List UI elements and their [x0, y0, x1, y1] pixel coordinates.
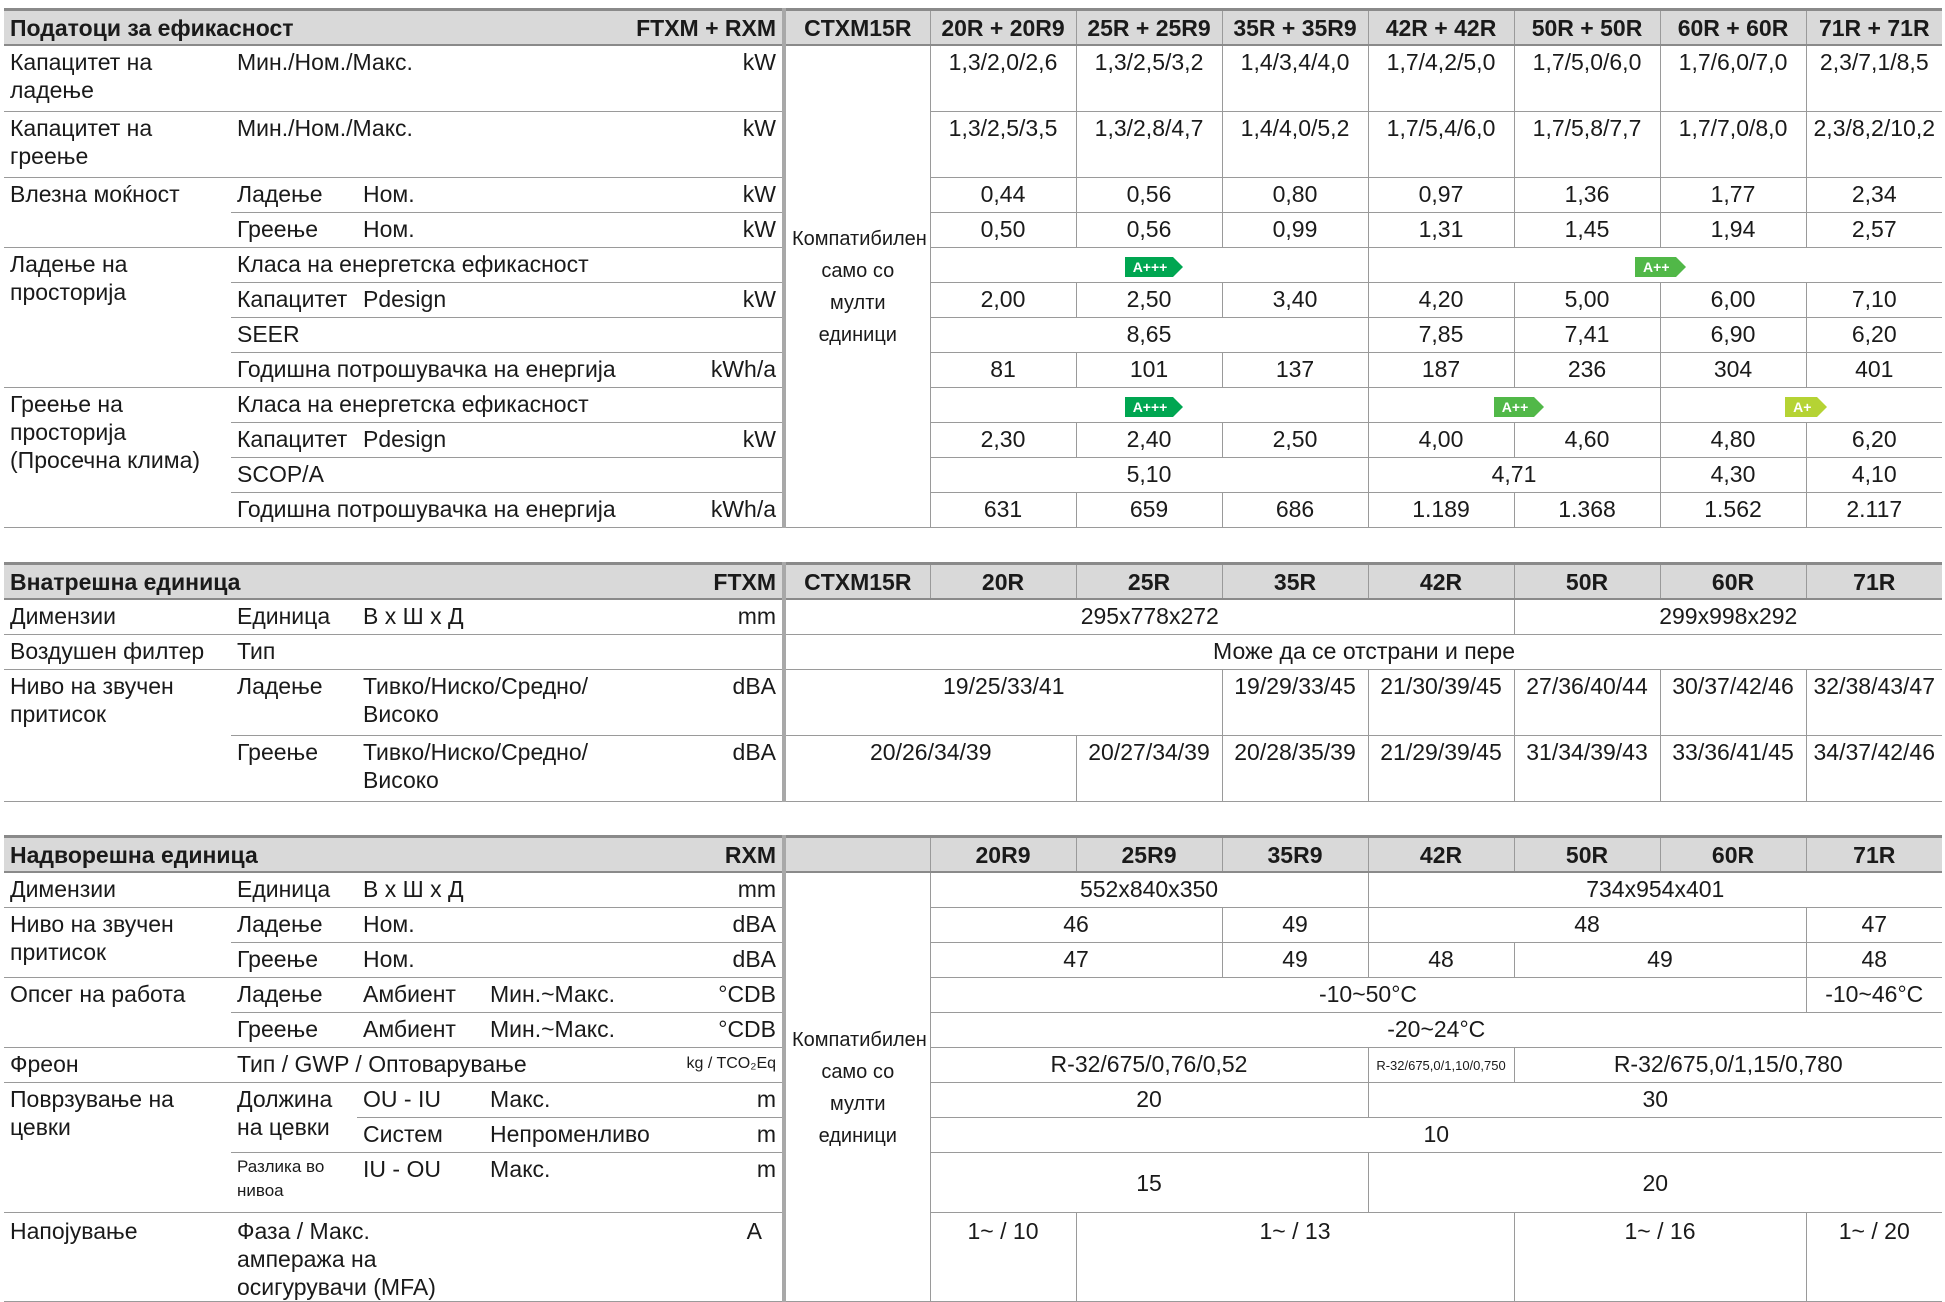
- cell: 1,3/2,5/3,5: [930, 111, 1076, 177]
- cell: 0,97: [1368, 177, 1514, 212]
- row-sublabel: Ладење: [231, 907, 357, 942]
- cell: 30: [1368, 1082, 1942, 1117]
- cell: 32/38/43/47: [1806, 669, 1942, 735]
- row-label: Капацитет на греење: [4, 111, 231, 177]
- cell: 2,3/8,2/10,2: [1806, 111, 1942, 177]
- row-sublabel: Ладење: [231, 177, 357, 212]
- cell: -20~24°C: [930, 1012, 1942, 1047]
- row-sublabel: Pdesign: [357, 422, 484, 457]
- table-row: [4, 1047, 1942, 1082]
- cell: 27/36/40/44: [1514, 669, 1660, 735]
- energy-class-badge-cell: [930, 247, 1368, 282]
- cell: 4,60: [1514, 422, 1660, 457]
- table-header-row: [4, 10, 1942, 46]
- cell: 1,3/2,0/2,6: [930, 45, 1076, 111]
- row-sublabel: SEER: [231, 317, 784, 352]
- cell: 6,20: [1806, 422, 1942, 457]
- cell: 2.117: [1806, 492, 1942, 527]
- cell: 33/36/41/45: [1660, 735, 1806, 801]
- table-row: [4, 1082, 1942, 1117]
- cell: 30/37/42/46: [1660, 669, 1806, 735]
- cell: 6,00: [1660, 282, 1806, 317]
- efficiency-data-table: [4, 8, 1942, 528]
- row-sublabel: Единица: [231, 599, 357, 634]
- row-sublabel: Амбиент: [357, 977, 484, 1012]
- cell: 686: [1222, 492, 1368, 527]
- cell: R-32/675,0/1,10/0,750: [1368, 1047, 1514, 1082]
- table-row: [4, 387, 1942, 422]
- cell: 0,56: [1076, 177, 1222, 212]
- cell: 1.562: [1660, 492, 1806, 527]
- table-row: [4, 282, 1942, 317]
- cell: 47: [930, 942, 1222, 977]
- unit: kW: [484, 111, 784, 177]
- row-label: Димензии: [4, 599, 231, 634]
- model-header: RXM: [484, 837, 784, 873]
- cell: 48: [1368, 942, 1514, 977]
- unit: dBA: [484, 907, 784, 942]
- column-header: [784, 837, 930, 873]
- energy-class-badge-cell: [1368, 387, 1660, 422]
- column-header: 60R + 60R: [1660, 10, 1806, 46]
- row-sublabel: Макс. m: [484, 1152, 784, 1212]
- energy-class-badge-cell: [930, 387, 1368, 422]
- cell: 31/34/39/43: [1514, 735, 1660, 801]
- cell: 2,50: [1222, 422, 1368, 457]
- table-row: [4, 177, 1942, 212]
- cell: R-32/675/0,76/0,52: [930, 1047, 1368, 1082]
- energy-label-icon: A+++: [1125, 257, 1174, 277]
- table-row: [4, 1152, 1942, 1212]
- cell: 552x840x350: [930, 872, 1368, 907]
- row-label: Ладење на просторија: [4, 247, 231, 387]
- cell: 49: [1222, 942, 1368, 977]
- row-sublabel: Ладење: [231, 977, 357, 1012]
- cell: 21/30/39/45: [1368, 669, 1514, 735]
- cell: 1,45: [1514, 212, 1660, 247]
- unit: kW: [484, 212, 784, 247]
- cell: 6,90: [1660, 317, 1806, 352]
- row-sublabel: Класа на енергетска ефикасност: [231, 387, 784, 422]
- row-sublabel: Тип / GWP / Оптоварување: [231, 1047, 484, 1082]
- column-header: 35R + 35R9: [1222, 10, 1368, 46]
- row-label: Капацитет на ладење: [4, 45, 231, 111]
- column-header: 42R: [1368, 564, 1514, 600]
- table-row: [4, 872, 1942, 907]
- unit: kW: [484, 282, 784, 317]
- outdoor-unit-table: [4, 835, 1942, 1302]
- cell: 20/28/35/39: [1222, 735, 1368, 801]
- table-row: [4, 457, 1942, 492]
- energy-class-badge-cell: [1660, 387, 1942, 422]
- cell: 4,80: [1660, 422, 1806, 457]
- row-sublabel: Макс. m: [484, 1082, 784, 1117]
- cell: 2,40: [1076, 422, 1222, 457]
- cell: 46: [930, 907, 1222, 942]
- column-header: CTXM15R: [784, 564, 930, 600]
- row-sublabel: Тип: [231, 634, 784, 669]
- table-header-row: [4, 564, 1942, 600]
- energy-label-icon: A+++: [1125, 397, 1174, 417]
- cell: 1,36: [1514, 177, 1660, 212]
- row-label: Ниво на звучен притисок: [4, 669, 231, 801]
- cell: 20: [930, 1082, 1368, 1117]
- unit: A: [484, 1212, 784, 1301]
- unit: mm: [484, 872, 784, 907]
- cell: 10: [930, 1117, 1942, 1152]
- row-sublabel: IU - OU: [357, 1152, 484, 1212]
- cell: 1,7/5,4/6,0: [1368, 111, 1514, 177]
- cell: 6,20: [1806, 317, 1942, 352]
- row-sublabel: Систем: [357, 1117, 484, 1152]
- cell: 81: [930, 352, 1076, 387]
- row-sublabel: Тивко/Ниско/Средно/ Високо: [357, 735, 484, 801]
- row-sublabel: Мин.~Макс. °CDB: [484, 1012, 784, 1047]
- table-row: [4, 352, 1942, 387]
- row-sublabel: Мин.~Макс. °CDB: [484, 977, 784, 1012]
- row-label: Димензии: [4, 872, 231, 907]
- unit: dBA: [484, 669, 784, 735]
- cell: 401: [1806, 352, 1942, 387]
- row-sublabel: Pdesign: [357, 282, 484, 317]
- unit: kW: [484, 45, 784, 111]
- cell: 295x778x272: [784, 599, 1514, 634]
- row-label: Греење на просторија (Просечна клима): [4, 387, 231, 527]
- cell: 1,7/5,8/7,7: [1514, 111, 1660, 177]
- cell: 734x954x401: [1368, 872, 1942, 907]
- table-row: [4, 599, 1942, 634]
- cell: 4,20: [1368, 282, 1514, 317]
- row-label: Напојување: [4, 1212, 231, 1301]
- indoor-unit-table: [4, 562, 1942, 802]
- table-row: [4, 247, 1942, 282]
- column-header: 50R: [1514, 564, 1660, 600]
- row-sublabel: Должина на цевки: [231, 1082, 357, 1152]
- energy-label-icon: A++: [1635, 257, 1675, 277]
- row-sublabel: Ладење: [231, 669, 357, 735]
- row-sublabel: Ном.: [357, 942, 484, 977]
- cell: 1,77: [1660, 177, 1806, 212]
- table-row: [4, 735, 1942, 801]
- cell: 7,10: [1806, 282, 1942, 317]
- cell: 1,7/5,0/6,0: [1514, 45, 1660, 111]
- energy-label-icon: A++: [1494, 397, 1534, 417]
- cell: 1~ / 13: [1076, 1212, 1514, 1301]
- cell: 2,34: [1806, 177, 1942, 212]
- cell: 2,57: [1806, 212, 1942, 247]
- cell: 19/29/33/45: [1222, 669, 1368, 735]
- table-row: [4, 1212, 1942, 1301]
- column-header: 71R: [1806, 837, 1942, 873]
- row-label: Фреон: [4, 1047, 231, 1082]
- unit: mm: [484, 599, 784, 634]
- cell: 4,10: [1806, 457, 1942, 492]
- cell: 4,30: [1660, 457, 1806, 492]
- column-header: 42R: [1368, 837, 1514, 873]
- column-header: 71R + 71R: [1806, 10, 1942, 46]
- column-header: 71R: [1806, 564, 1942, 600]
- cell: 48: [1806, 942, 1942, 977]
- row-sublabel: Амбиент: [357, 1012, 484, 1047]
- energy-label-icon: A+: [1785, 397, 1817, 417]
- cell: 3,40: [1222, 282, 1368, 317]
- cell: 1,7/4,2/5,0: [1368, 45, 1514, 111]
- section-title: Внатрешна единица: [4, 564, 484, 600]
- cell: 1,7/6,0/7,0: [1660, 45, 1806, 111]
- row-sublabel: Греење: [231, 735, 357, 801]
- column-header: 60R: [1660, 837, 1806, 873]
- unit: dBA: [484, 942, 784, 977]
- table-row: [4, 492, 1942, 527]
- row-sublabel: В х Ш х Д: [357, 872, 484, 907]
- energy-class-badge-cell: [1368, 247, 1942, 282]
- table-header-row: [4, 837, 1942, 873]
- column-header: 25R9: [1076, 837, 1222, 873]
- cell: 0,56: [1076, 212, 1222, 247]
- model-pair-header: FTXM + RXM: [484, 10, 784, 46]
- table-row: [4, 1012, 1942, 1047]
- cell: 0,80: [1222, 177, 1368, 212]
- cell: 0,50: [930, 212, 1076, 247]
- row-sublabel: Фаза / Макс. ампеража на осигурувачи (MFA): [231, 1212, 484, 1301]
- cell: 20/27/34/39: [1076, 735, 1222, 801]
- cell: 1,4/4,0/5,2: [1222, 111, 1368, 177]
- cell: -10~50°C: [930, 977, 1806, 1012]
- cell: 2,3/7,1/8,5: [1806, 45, 1942, 111]
- table-row: [4, 907, 1942, 942]
- cell: 49: [1514, 942, 1806, 977]
- cell: -10~46°C: [1806, 977, 1942, 1012]
- row-sublabel: Единица: [231, 872, 357, 907]
- cell: 0,44: [930, 177, 1076, 212]
- column-header: 50R: [1514, 837, 1660, 873]
- column-header: 25R + 25R9: [1076, 10, 1222, 46]
- row-sublabel: Ном.: [357, 177, 484, 212]
- cell: 4,00: [1368, 422, 1514, 457]
- cell: 48: [1368, 907, 1806, 942]
- cell: 1~ / 10: [930, 1212, 1076, 1301]
- row-sublabel: Ном.: [357, 212, 484, 247]
- cell: 47: [1806, 907, 1942, 942]
- column-header: 25R: [1076, 564, 1222, 600]
- row-sublabel: Тивко/Ниско/Средно/ Високо: [357, 669, 484, 735]
- cell: R-32/675,0/1,15/0,780: [1514, 1047, 1942, 1082]
- table-row: [4, 669, 1942, 735]
- cell: 5,10: [930, 457, 1368, 492]
- table-row: [4, 977, 1942, 1012]
- unit: kWh/a: [484, 352, 784, 387]
- row-sublabel: Мин./Ном./Макс.: [231, 45, 484, 111]
- table-row: [4, 212, 1942, 247]
- section-title: Податоци за ефикасност: [4, 10, 484, 46]
- cell: 1,7/7,0/8,0: [1660, 111, 1806, 177]
- cell: 1~ / 20: [1806, 1212, 1942, 1301]
- cell: Може да се отстрани и пере: [784, 634, 1942, 669]
- table-row: [4, 634, 1942, 669]
- unit: kW: [484, 177, 784, 212]
- cell: 1,94: [1660, 212, 1806, 247]
- cell: 1,4/3,4/4,0: [1222, 45, 1368, 111]
- column-header: 50R + 50R: [1514, 10, 1660, 46]
- column-header: 20R: [930, 564, 1076, 600]
- row-sublabel: Греење: [231, 212, 357, 247]
- row-sublabel: Мин./Ном./Макс.: [231, 111, 484, 177]
- row-sublabel: Годишна потрошувачка на енергија: [231, 492, 484, 527]
- cell: 5,00: [1514, 282, 1660, 317]
- unit: dBA: [484, 735, 784, 801]
- cell: 659: [1076, 492, 1222, 527]
- row-sublabel: Капацитет: [231, 422, 357, 457]
- cell: 4,71: [1368, 457, 1660, 492]
- cell: 15: [930, 1152, 1368, 1212]
- table-row: [4, 45, 1942, 111]
- cell: 137: [1222, 352, 1368, 387]
- cell: 631: [930, 492, 1076, 527]
- row-sublabel: Непроменливо m: [484, 1117, 784, 1152]
- cell: 8,65: [930, 317, 1368, 352]
- row-sublabel: Класа на енергетска ефикасност: [231, 247, 784, 282]
- row-sublabel: OU - IU: [357, 1082, 484, 1117]
- row-label: Воздушен филтер: [4, 634, 231, 669]
- cell: 49: [1222, 907, 1368, 942]
- column-header: 35R: [1222, 564, 1368, 600]
- compatibility-note: Компатибилен само со мулти единици: [784, 872, 930, 1301]
- cell: 304: [1660, 352, 1806, 387]
- column-header: CTXM15R: [784, 10, 930, 46]
- row-sublabel: Греење: [231, 942, 357, 977]
- unit: kWh/a: [484, 492, 784, 527]
- cell: 34/37/42/46: [1806, 735, 1942, 801]
- section-title: Надворешна единица: [4, 837, 484, 873]
- column-header: 60R: [1660, 564, 1806, 600]
- row-label: Поврзување на цевки: [4, 1082, 231, 1212]
- cell: 187: [1368, 352, 1514, 387]
- cell: 1.189: [1368, 492, 1514, 527]
- row-label: Опсег на работа: [4, 977, 231, 1047]
- row-label: Влезна моќност: [10, 180, 180, 207]
- table-row: [4, 317, 1942, 352]
- unit: kW: [484, 422, 784, 457]
- row-sublabel: Разлика во нивоа: [231, 1152, 357, 1212]
- cell: 2,50: [1076, 282, 1222, 317]
- table-row: [4, 422, 1942, 457]
- row-sublabel: В х Ш х Д: [357, 599, 484, 634]
- column-header: 20R + 20R9: [930, 10, 1076, 46]
- cell: 1~ / 16: [1514, 1212, 1806, 1301]
- row-label: Ниво на звучен притисок: [4, 907, 231, 977]
- cell: 299x998x292: [1514, 599, 1942, 634]
- row-sublabel: Ном.: [357, 907, 484, 942]
- cell: 20: [1368, 1152, 1942, 1212]
- model-header: FTXM: [484, 564, 784, 600]
- cell: 1,3/2,5/3,2: [1076, 45, 1222, 111]
- row-sublabel: Годишна потрошувачка на енергија: [231, 352, 484, 387]
- cell: 1,31: [1368, 212, 1514, 247]
- table-row: [4, 111, 1942, 177]
- cell: 1,3/2,8/4,7: [1076, 111, 1222, 177]
- row-sublabel: Капацитет: [231, 282, 357, 317]
- unit: kg / TCO₂Eq: [484, 1047, 784, 1082]
- cell: 101: [1076, 352, 1222, 387]
- row-sublabel: SCOP/A: [231, 457, 784, 492]
- compatibility-note: Компатибилен само со мулти единици: [784, 45, 930, 527]
- row-sublabel: Греење: [231, 1012, 357, 1047]
- cell: 2,30: [930, 422, 1076, 457]
- cell: 7,85: [1368, 317, 1514, 352]
- cell: 20/26/34/39: [784, 735, 1076, 801]
- column-header: 20R9: [930, 837, 1076, 873]
- cell: 21/29/39/45: [1368, 735, 1514, 801]
- table-row: [4, 942, 1942, 977]
- cell: 19/25/33/41: [784, 669, 1222, 735]
- column-header: 42R + 42R: [1368, 10, 1514, 46]
- column-header: 35R9: [1222, 837, 1368, 873]
- cell: 236: [1514, 352, 1660, 387]
- cell: 7,41: [1514, 317, 1660, 352]
- cell: 1.368: [1514, 492, 1660, 527]
- cell: 0,99: [1222, 212, 1368, 247]
- cell: 2,00: [930, 282, 1076, 317]
